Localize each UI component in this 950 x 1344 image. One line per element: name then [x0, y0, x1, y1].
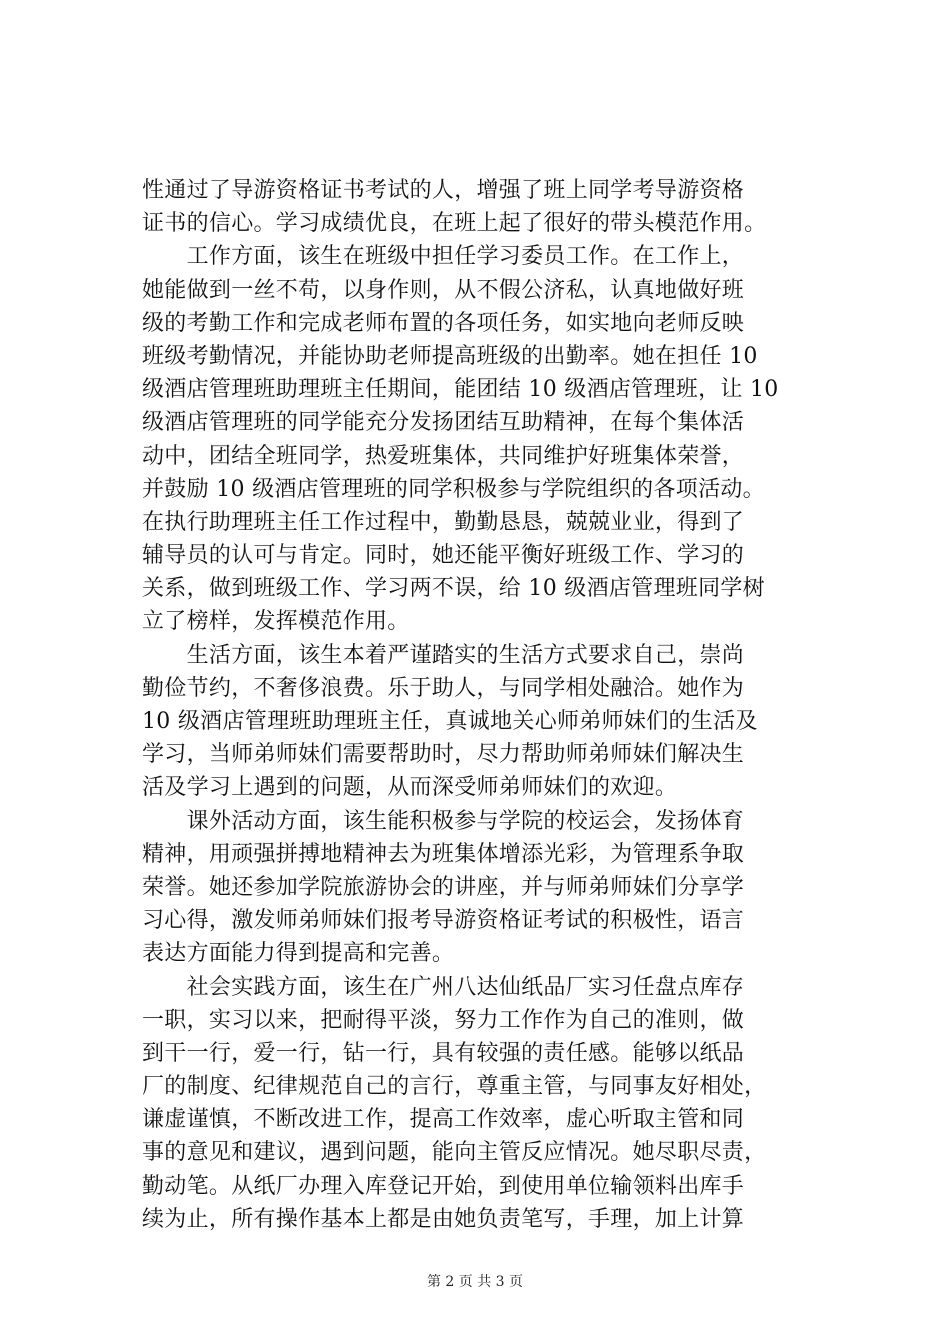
- text-line: 在执行助理班主任工作过程中，勤勤恳恳，兢兢业业，得到了: [142, 509, 745, 535]
- text-line: 续为止，所有操作基本上都是由她负责笔写，手理，加上计算: [142, 1206, 745, 1232]
- text-line: 事的意见和建议，遇到问题，能向主管反应情况。她尽职尽责，: [142, 1140, 767, 1166]
- text-line: 10 级酒店管理班助理班主任，真诚地关心师弟师妹们的生活及: [142, 709, 758, 734]
- text-line: 并鼓励 10 级酒店管理班的同学积极参与学院组织的各项活动。: [142, 476, 765, 502]
- text-line: 级的考勤工作和完成老师布置的各项任务，如实地向老师反映: [142, 310, 745, 336]
- text-line: 生活方面，该生本着严谨踏实的生活方式要求自己，崇尚: [142, 642, 745, 668]
- text-line: 证书的信心。学习成绩优良，在班上起了很好的带头模范作用。: [142, 211, 767, 237]
- text-line: 级酒店管理班助理班主任期间，能团结 10 级酒店管理班，让 10: [142, 377, 779, 403]
- text-line: 勤动笔。从纸厂办理入库登记开始，到使用单位输领料出库手: [142, 1173, 745, 1199]
- text-line: 习心得，激发师弟师妹们报考导游资格证考试的积极性，语言: [142, 908, 745, 934]
- text-line: 到干一行，爱一行，钻一行，具有较强的责任感。能够以纸品: [142, 1040, 745, 1066]
- document-body: [142, 174, 832, 1236]
- text-line: 谦虚谨慎，不断改进工作，提高工作效率，虚心听取主管和同: [142, 1107, 745, 1133]
- text-line: 社会实践方面，该生在广州八达仙纸品厂实习任盘点库存: [142, 974, 745, 1000]
- text-line: 性通过了导游资格证书考试的人，增强了班上同学考导游资格: [142, 178, 745, 203]
- page-number-footer: 第 2 页 共 3 页: [426, 1274, 524, 1290]
- text-line: 荣誉。她还参加学院旅游协会的讲座，并与师弟师妹们分享学: [142, 874, 745, 900]
- text-line: 精神，用顽强拼搏地精神去为班集体增添光彩，为管理系争取: [142, 841, 745, 867]
- text-line: 活及学习上遇到的问题，从而深受师弟师妹们的欢迎。: [142, 775, 678, 801]
- text-line: 表达方面能力得到提高和完善。: [142, 941, 455, 967]
- text-line: 辅导员的认可与肯定。同时，她还能平衡好班级工作、学习的: [142, 543, 745, 569]
- text-line: 勤俭节约，不奢侈浪费。乐于助人，与同学相处融洽。她作为: [142, 675, 745, 701]
- text-line: 立了榜样，发挥模范作用。: [142, 609, 410, 635]
- text-line: 工作方面，该生在班级中担任学习委员工作。在工作上，: [142, 244, 745, 270]
- text-line: 学习，当师弟师妹们需要帮助时，尽力帮助师弟师妹们解决生: [142, 742, 745, 768]
- text-line: 动中，团结全班同学，热爱班集体，共同维护好班集体荣誉，: [142, 443, 745, 469]
- text-line: 一职，实习以来，把耐得平淡，努力工作作为自己的准则，做: [142, 1007, 745, 1033]
- text-line: 级酒店管理班的同学能充分发扬团结互助精神，在每个集体活: [142, 410, 745, 436]
- text-line: 班级考勤情况，并能协助老师提高班级的出勤率。她在担任 10: [142, 343, 758, 369]
- text-line: 关系，做到班级工作、学习两不误，给 10 级酒店管理班同学树: [142, 576, 765, 602]
- text-line: 课外活动方面，该生能积极参与学院的校运会，发扬体育: [142, 808, 745, 834]
- text-line: 厂的制度、纪律规范自己的言行，尊重主管，与同事友好相处，: [142, 1074, 767, 1100]
- text-line: 她能做到一丝不苟，以身作则，从不假公济私，认真地做好班: [142, 277, 745, 303]
